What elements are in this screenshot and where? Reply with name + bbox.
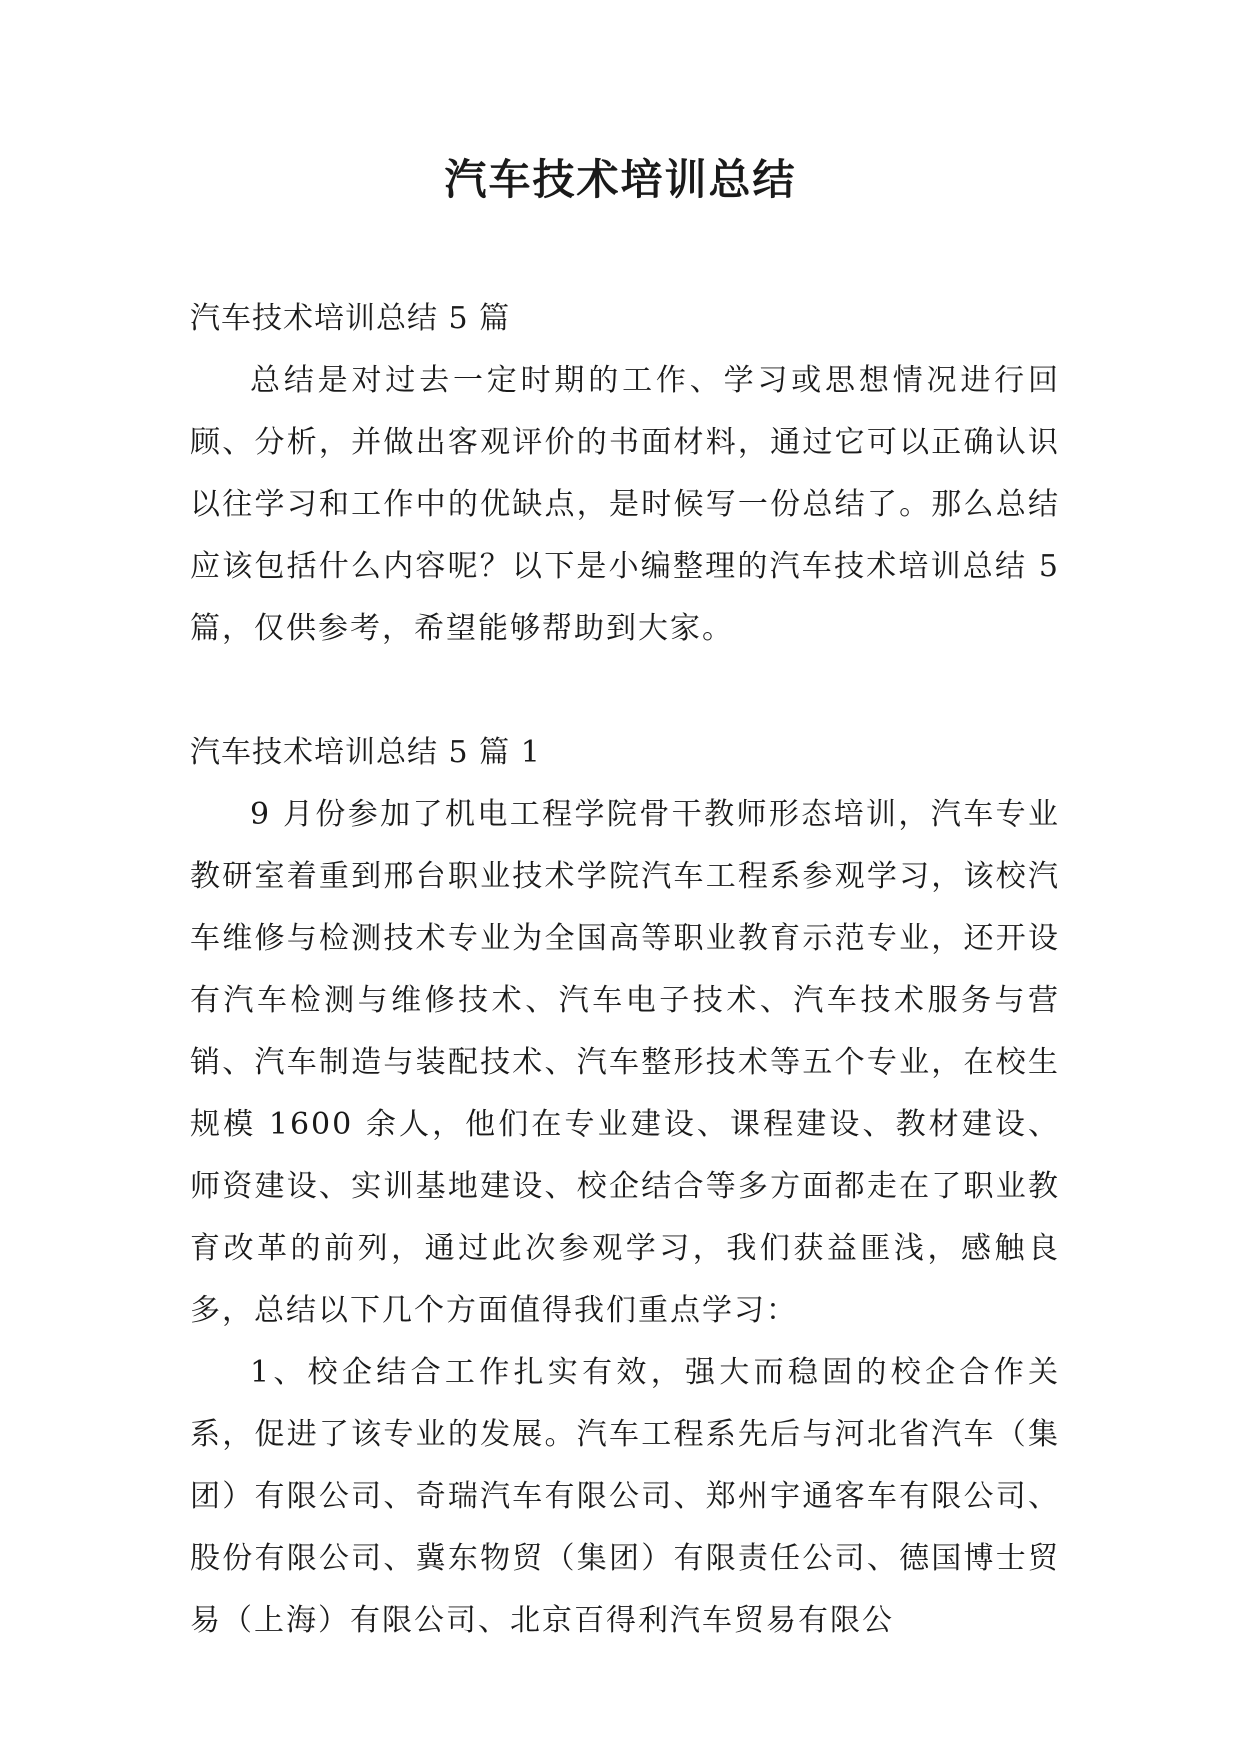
section-heading-1: 汽车技术培训总结 5 篇 1 (190, 735, 541, 770)
body-paragraph-1: 9 月份参加了机电工程学院骨干教师形态培训，汽车专业教研室着重到邢台职业技术学院汽车工程系参观学习，该校汽车维修与检测技术专业为全国高等职业教育示范专业，还开设有汽车检测与维修技术、汽车电子技术、汽车技术服务与营销、汽车制造与装配技术、汽车整形技术等五个专业，在校生规模 1600 余人，他们在专业建设、课程建设、教材建设、师资建设、实训基地建设、校企结合等多方面都走在了职业教育改革的前列，通过此次参观学习，我们获益匪浅，感触良多，总结以下几个方面值得我们重点学习： (190, 797, 1060, 1328)
intro-paragraph: 总结是对过去一定时期的工作、学习或思想情况进行回顾、分析，并做出客观评价的书面材料，通过它可以正确认识以往学习和工作中的优缺点，是时候写一份总结了。那么总结应该包括什么内容呢？以下是小编整理的汽车技术培训总结 5 篇，仅供参考，希望能够帮助到大家。 (190, 363, 1060, 646)
document-body (190, 288, 1060, 1652)
section-heading-intro: 汽车技术培训总结 5 篇 (190, 301, 511, 336)
paragraph-spacer (190, 660, 1060, 722)
body-paragraph-2: 1、校企结合工作扎实有效，强大而稳固的校企合作关系，促进了该专业的发展。汽车工程系先后与河北省汽车（集团）有限公司、奇瑞汽车有限公司、郑州宇通客车有限公司、股份有限公司、冀东物贸（集团）有限责任公司、德国博士贸易（上海）有限公司、北京百得利汽车贸易有限公 (190, 1355, 1060, 1638)
document-title: 汽车技术培训总结 (444, 155, 797, 204)
